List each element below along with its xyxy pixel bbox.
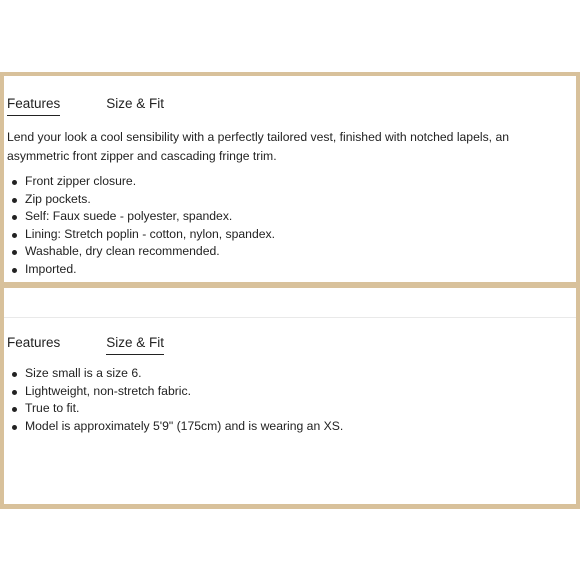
divider: [4, 317, 576, 318]
tab-size-fit[interactable]: Size & Fit: [106, 96, 165, 111]
list-item: [7, 365, 343, 383]
tab-features[interactable]: Features: [7, 335, 61, 350]
bullet-icon: [12, 215, 17, 220]
list-item-text: Lining: Stretch poplin - cotton, nylon, spandex.: [25, 226, 275, 241]
list-item-text: Zip pockets.: [25, 191, 91, 206]
bullet-icon: [12, 390, 17, 395]
screenshot-frame: [0, 72, 580, 509]
bullet-icon: [12, 268, 17, 273]
features-panel: [4, 76, 576, 282]
list-item: [7, 418, 343, 436]
product-description: Lend your look a cool sensibility with a perfectly tailored vest, finished with notched lapels, an asymmetric front zipper and cascading fringe trim.: [7, 130, 509, 163]
list-item-text: Front zipper closure.: [25, 174, 137, 188]
list-item: [7, 243, 275, 261]
list-item-text: Size small is a size 6.: [25, 366, 142, 380]
bullet-icon: [12, 372, 17, 377]
tab-bar: [7, 95, 164, 119]
list-item-text: Lightweight, non-stretch fabric.: [25, 383, 191, 398]
tab-features[interactable]: Features: [7, 95, 60, 116]
list-item-text: True to fit.: [25, 401, 80, 416]
features-list: [7, 173, 275, 279]
tab-bar: [7, 334, 164, 358]
list-item: [7, 173, 275, 191]
list-item-text: Washable, dry clean recommended.: [25, 244, 220, 259]
bullet-icon: [12, 250, 17, 255]
tab-size-fit[interactable]: Size & Fit: [106, 334, 164, 355]
list-item-text: Imported.: [25, 261, 77, 276]
bullet-icon: [12, 407, 17, 412]
list-item: [7, 261, 275, 279]
list-item: [7, 191, 275, 209]
list-item-text: Self: Faux suede - polyester, spandex.: [25, 209, 233, 224]
list-item-text: Model is approximately 5'9" (175cm) and is wearing an XS.: [25, 418, 344, 433]
size-fit-list: [7, 365, 343, 435]
size-fit-panel: [4, 288, 576, 504]
list-item: [7, 226, 275, 244]
bullet-icon: [12, 425, 17, 430]
list-item: [7, 400, 343, 418]
list-item: [7, 383, 343, 401]
bullet-icon: [12, 233, 17, 238]
bullet-icon: [12, 180, 17, 185]
bullet-icon: [12, 198, 17, 203]
list-item: [7, 208, 275, 226]
